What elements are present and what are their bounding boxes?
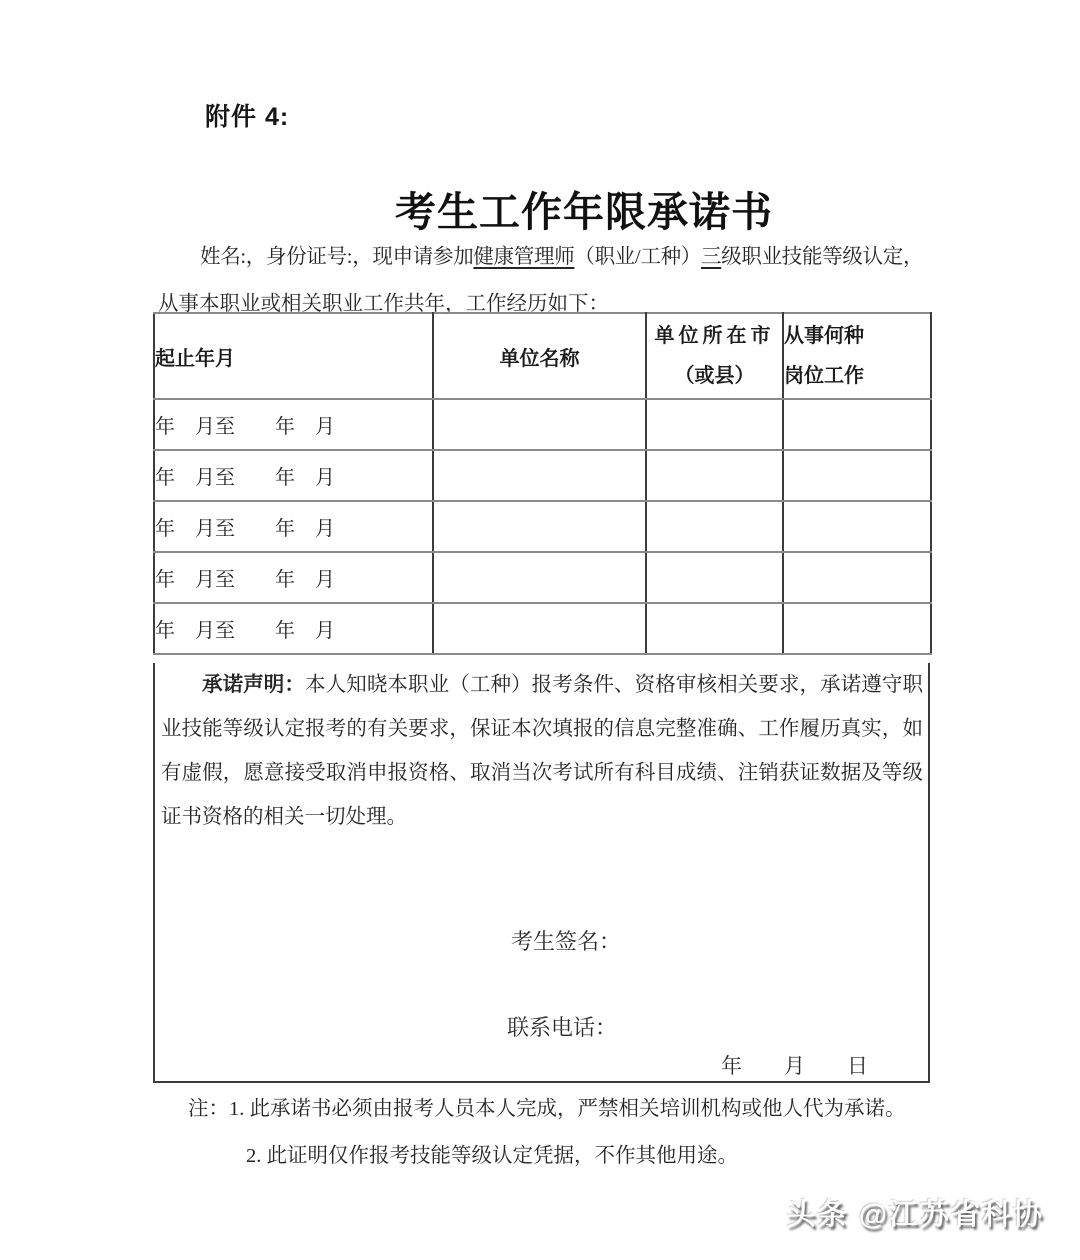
company-name-cell: [433, 501, 646, 552]
declaration-box: [153, 663, 930, 1083]
declaration-text: 本人知晓本职业（工种）报考条件、资格审核相关要求，承诺遵守职业技能等级认定报考的有关要求，保证本次填报的信息完整准确、工作履历真实，如有虚假，愿意接受取消申报资格、取消当次考试所有科目成绩、注销获证数据及等级证书资格的相关一切处理。: [161, 674, 923, 828]
position-cell: [783, 399, 931, 450]
footnote-2: 2. 此证明仅作报考技能等级认定凭据，不作其他用途。: [246, 1145, 738, 1167]
work-history-table: [153, 312, 932, 655]
header-position-line2: 岗位工作: [784, 365, 864, 387]
position-cell: [783, 603, 931, 654]
toutiao-watermark: 头条 @江苏省科协: [786, 1199, 1044, 1231]
company-city-cell: [646, 552, 783, 603]
position-cell: [783, 501, 931, 552]
header-company-name: 单位名称: [433, 313, 646, 399]
company-city-cell: [646, 399, 783, 450]
company-name-cell: [433, 552, 646, 603]
footnote-1: 注：1. 此承诺书必须由报考人员本人完成，严禁相关培训机构或他人代为承诺。: [188, 1098, 906, 1120]
company-city-cell: [646, 603, 783, 654]
header-company-city: [646, 313, 783, 399]
intro-text-part2: （职业/工种）: [574, 246, 701, 268]
table-row: [154, 450, 931, 501]
declaration-label: 承诺声明：: [202, 674, 306, 696]
date-label: 年 月 日: [721, 1054, 868, 1078]
position-cell: [783, 450, 931, 501]
table-row: [154, 501, 931, 552]
header-period: 起止年月: [154, 313, 433, 399]
header-position: [783, 313, 931, 399]
company-city-cell: [646, 501, 783, 552]
page-title: 考生工作年限承诺书: [395, 189, 773, 236]
company-city-cell: [646, 450, 783, 501]
footnotes: [158, 1086, 938, 1180]
period-cell: 年 月至 年 月: [154, 501, 433, 552]
intro-text-part1: 姓名:，身份证号:，现申请参加: [200, 246, 474, 268]
header-company-city-line1: 单位所在市: [654, 325, 775, 347]
period-cell: 年 月至 年 月: [154, 399, 433, 450]
company-name-cell: [433, 399, 646, 450]
table-row: [154, 603, 931, 654]
period-cell: 年 月至 年 月: [154, 552, 433, 603]
table-row: [154, 399, 931, 450]
table-header-row: [154, 313, 931, 399]
candidate-signature-label: 考生签名：: [511, 929, 622, 954]
intro-line-1: [158, 234, 924, 281]
header-company-city-line2: （或县）: [674, 365, 755, 387]
intro-line-2: 从事本职业或相关职业工作共年，工作经历如下：: [158, 293, 609, 315]
header-position-line1: 从事何种: [784, 325, 864, 347]
level-underlined: 三: [701, 246, 722, 268]
declaration-paragraph: [161, 663, 923, 839]
occupation-underlined: 健康管理师: [473, 246, 575, 268]
intro-text-part3: 级职业技能等级认定，: [721, 246, 924, 268]
position-cell: [783, 552, 931, 603]
period-cell: 年 月至 年 月: [154, 450, 433, 501]
work-history-sheet: [153, 312, 930, 1083]
contact-phone-label: 联系电话：: [507, 1015, 618, 1040]
period-cell: 年 月至 年 月: [154, 603, 433, 654]
table-row: [154, 552, 931, 603]
company-name-cell: [433, 450, 646, 501]
attachment-label: 附件 4:: [205, 103, 290, 131]
company-name-cell: [433, 603, 646, 654]
